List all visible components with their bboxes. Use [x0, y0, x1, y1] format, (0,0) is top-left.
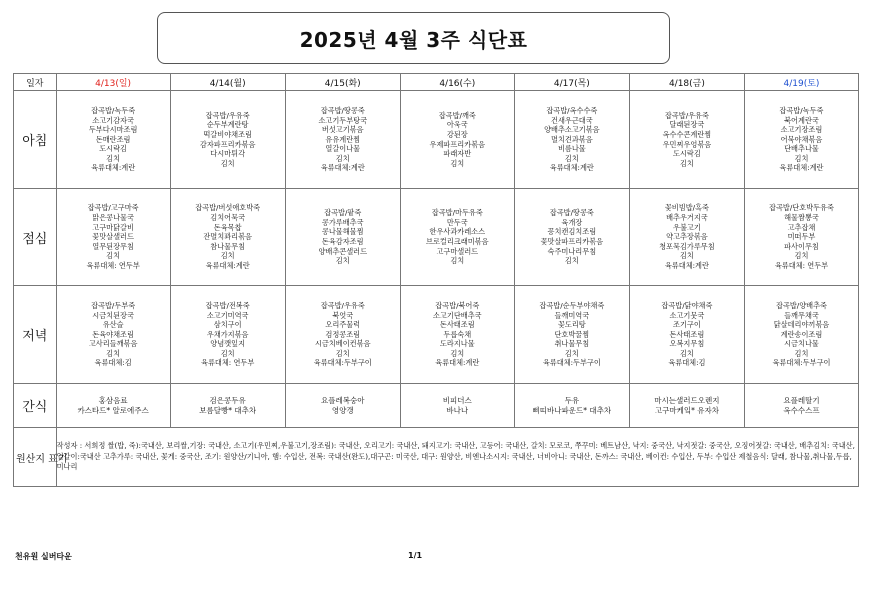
menu-item: 꽃도리탕: [557, 320, 586, 330]
menu-item: 검정콩조림: [325, 329, 361, 339]
snack-label: 간식: [14, 384, 57, 428]
menu-item: 꽃맛살샐러드: [92, 232, 134, 242]
menu-item: 유유계란찜: [325, 134, 361, 144]
snack-cell: [285, 384, 400, 428]
menu-cell: [56, 189, 170, 286]
menu-item: 숙주미나리무침: [547, 246, 597, 256]
menu-item: 김치: [794, 153, 809, 163]
snack-cell: [744, 384, 858, 428]
menu-item: 김치: [450, 348, 465, 358]
menu-item: 김치: [220, 158, 235, 168]
menu-cell: [400, 189, 514, 286]
menu-item: 두릅숙채: [443, 329, 472, 339]
menu-item: 잡곡밥/버섯애호박죽: [195, 203, 261, 213]
snack-item: 검은콩두유: [209, 395, 246, 405]
menu-item: 육개장: [561, 217, 583, 227]
menu-cell: [400, 286, 514, 384]
date-header: 4/14(월): [170, 74, 285, 91]
menu-cell: [56, 286, 170, 384]
menu-cell: [170, 286, 285, 384]
menu-item: 소고기뭇국: [669, 310, 705, 320]
menu-item: 잡곡밥/팥죽: [324, 208, 362, 218]
menu-item: 오복지무침: [669, 339, 705, 349]
menu-item: 참나물무침: [210, 241, 246, 251]
menu-item: 잡곡밥/전복죽: [205, 300, 250, 310]
menu-item: 잡곡밥/단호박두유죽: [769, 203, 834, 213]
menu-item: 잡곡밥/마두유죽: [431, 208, 483, 218]
menu-item: 비름나물: [557, 144, 586, 154]
menu-item: 육류대체:두부구이: [313, 358, 372, 368]
menu-cell: [400, 91, 514, 189]
menu-item: 김치: [450, 158, 465, 168]
menu-item: 시금치나물: [784, 339, 819, 349]
snack-item: 두유: [564, 395, 580, 405]
menu-item: 우민찌우엉볶음: [662, 139, 712, 149]
menu-item: 육류대체:계란: [435, 358, 480, 368]
date-header: 4/18(금): [629, 74, 744, 91]
snack-item: 카스타드* 알로에주스: [77, 405, 149, 415]
menu-item: 브로컬리크래미볶음: [426, 237, 489, 246]
menu-item: 김치: [220, 348, 235, 358]
page-number: 1/1: [408, 551, 423, 560]
date-header: 4/17(목): [514, 74, 629, 91]
menu-item: 소고기감자국: [92, 115, 134, 125]
menu-item: 잡곡밥/닭야채죽: [661, 300, 713, 310]
menu-item: 오리주물럭: [325, 320, 361, 330]
menu-item: 김치: [106, 348, 121, 358]
menu-item: 소고기미역국: [206, 310, 249, 320]
snack-cell: [629, 384, 744, 428]
menu-item: 파사이무침: [784, 241, 819, 251]
menu-item: 김치: [679, 158, 694, 168]
menu-cell: [744, 286, 858, 384]
snack-item: 옥수수스프: [783, 405, 820, 415]
menu-item: 김치어묵국: [210, 213, 246, 223]
menu-item: 김치: [794, 251, 809, 261]
menu-item: 약고추장볶음: [666, 232, 708, 242]
menu-item: 잡곡밥/땅콩죽: [549, 208, 594, 218]
date-header: 4/13(일): [56, 74, 170, 91]
organization-name: 천유원 실버타운: [15, 552, 72, 561]
menu-cell: [514, 286, 629, 384]
menu-item: 삼치구이: [213, 320, 242, 330]
origin-row: [14, 428, 859, 487]
snack-row: [14, 384, 859, 428]
menu-item: 단배추나물: [784, 144, 819, 154]
menu-item: 두부다시마조림: [88, 125, 138, 135]
dinner-row: [14, 286, 859, 384]
menu-item: 감자파프리카볶음: [199, 139, 256, 149]
menu-item: 배추우거지국: [666, 213, 708, 223]
menu-item: 잔멸치꽈리볶음: [203, 232, 252, 242]
snack-item: 보름달빵* 대추차: [199, 405, 257, 415]
menu-item: 육류대체: 연두부: [201, 358, 255, 368]
menu-item: 고구마닭갈비: [92, 222, 134, 232]
menu-item: 콩나물해물찜: [321, 227, 364, 237]
snack-cell: [400, 384, 514, 428]
menu-item: 양념깻잎지: [210, 339, 246, 349]
menu-item: 다시마튀각: [210, 149, 246, 159]
menu-item: 육류대체: 연두부: [86, 260, 140, 270]
menu-item: 소고기장조림: [780, 125, 823, 135]
menu-item: 잡곡밥/순두부야채죽: [539, 300, 605, 310]
snack-item: 고구마케잌* 유자차: [654, 405, 719, 415]
breakfast-row: [14, 91, 859, 189]
menu-item: 잡곡밥/녹두죽: [91, 105, 136, 115]
menu-item: 단호박꿀찜: [554, 329, 590, 339]
snack-item: 바나나: [446, 405, 469, 415]
date-header: 4/15(화): [285, 74, 400, 91]
date-label: 일자: [14, 74, 57, 91]
menu-item: 육류대체:계란: [664, 260, 709, 270]
date-header: 4/16(수): [400, 74, 514, 91]
menu-item: 한우사과카레소스: [429, 227, 486, 237]
menu-item: 달래된장국: [669, 120, 705, 130]
menu-cell: [514, 189, 629, 286]
menu-item: 잡곡밥/고구마죽: [87, 203, 139, 213]
menu-item: 돈사태조림: [669, 329, 705, 339]
menu-item: 김치: [564, 153, 579, 163]
menu-item: 고사리들깨볶음: [88, 339, 138, 349]
meal-label: 점심: [14, 189, 57, 286]
menu-item: 김치: [106, 251, 121, 261]
menu-item: 소고기두부탕국: [318, 115, 368, 125]
menu-item: 들깨미역국: [554, 310, 590, 320]
menu-item: 취나물무침: [554, 339, 590, 349]
menu-item: 양배추소고기볶음: [544, 125, 600, 135]
menu-item: 열갈이나물: [325, 144, 361, 154]
origin-label: 원산지 표기: [14, 428, 57, 487]
menu-item: 돈육야채조림: [92, 329, 134, 339]
menu-item: 아욱국: [446, 120, 468, 130]
menu-cell: [744, 91, 858, 189]
menu-cell: [514, 91, 629, 189]
menu-item: 미떠두부: [787, 232, 816, 242]
snack-item: 요플레딸기: [783, 395, 820, 405]
menu-item: 김치: [794, 348, 809, 358]
menu-item: 육류대체:김: [668, 358, 706, 368]
menu-item: 잡곡밥/두부죽: [91, 300, 136, 310]
menu-item: 순두부계란탕: [206, 120, 249, 130]
menu-item: 육류대체: 연두부: [774, 260, 829, 270]
menu-cell: [629, 189, 744, 286]
menu-item: 북엇국: [332, 310, 354, 320]
menu-item: 파래자반: [443, 149, 472, 159]
menu-item: 들깨무채국: [784, 310, 819, 320]
snack-item: 삐띠바나파운드* 대추차: [532, 405, 612, 415]
snack-cell: [56, 384, 170, 428]
menu-item: 육류대체:계란: [320, 163, 365, 173]
snack-item: 영양갱: [331, 405, 354, 415]
menu-item: 육류대체:계란: [205, 260, 250, 270]
menu-item: 맑은콩나물국: [92, 213, 134, 223]
menu-cell: [285, 91, 400, 189]
menu-item: 고추잡채: [787, 222, 816, 232]
menu-cell: [629, 91, 744, 189]
menu-item: 버섯고기볶음: [321, 125, 364, 135]
menu-item: 떡갈비야채조림: [203, 129, 252, 139]
header-row: [14, 74, 859, 91]
menu-cell: [56, 91, 170, 189]
menu-item: 양배추콘샐러드: [318, 246, 368, 256]
menu-item: 해물짬뽕국: [784, 213, 819, 223]
menu-item: 닭살데리야끼볶음: [773, 320, 830, 330]
menu-item: 육류대체:두부구이: [542, 358, 601, 368]
menu-item: 도라지나물: [439, 339, 475, 349]
menu-item: 시금치된장국: [92, 310, 134, 320]
menu-item: 잡곡밥/양배추죽: [775, 300, 827, 310]
menu-item: 육류대체:두부구이: [772, 358, 831, 368]
origin-text: 작성자 : 서희정 쌀(밥, 죽):국내산, 보리쌀,기장: 국내산, 소고기(우민찌,우불고기,장조림): 국내산, 오리고기: 국내산, 돼지고기: 국내산, 고등어: 국내산, 갈치: 모로코, 쭈꾸미: 베트남산, 낙지: 중국산, 낙지젓갈: 중국산, 오징어젓갈: 국내산, 배추김치: 국내산, 얼갈이:국내산 고추가루: 국내산, 꽃게: 중국산, 조기: 원양산/기니아, 햄: 수입산, 전복: 국내산(완도),대구곤: 미국산, 대구: 원양산, 비엔나소시지: 국내산, 너비아니: 국내산, 돈까스: 국내산, 베이컨: 수입산, 두부: 수입산 제철음식: 달래, 참나물,취나물,두릅,미나리: [56, 428, 858, 487]
menu-item: 소고기단배추국: [432, 310, 482, 320]
menu-item: 김치: [335, 348, 350, 358]
menu-cell: [285, 286, 400, 384]
menu-item: 건새우근대국: [551, 115, 593, 125]
menu-item: 잡곡밥/북어죽: [435, 300, 480, 310]
menu-item: 열무된장무침: [92, 241, 134, 251]
menu-item: 어묵야채볶음: [780, 134, 823, 144]
menu-item: 잡곡밥/우유죽: [320, 300, 365, 310]
menu-cell: [629, 286, 744, 384]
menu-item: 잡곡밥/우유죽: [205, 110, 250, 120]
menu-item: 우불고기: [673, 222, 701, 232]
snack-item: 홍삼음료: [98, 395, 128, 405]
menu-item: 돈육목찹: [213, 222, 242, 232]
menu-item: 김치: [450, 256, 465, 266]
date-header: 4/19(토): [744, 74, 858, 91]
menu-item: 잡곡밥/녹두죽: [779, 105, 824, 115]
menu-item: 우채가지볶음: [206, 329, 249, 339]
menu-item: 도시락김: [99, 144, 127, 154]
menu-item: 만두국: [446, 217, 468, 227]
menu-cell: [744, 189, 858, 286]
snack-item: 마시는샐러드오렌지: [654, 395, 720, 405]
menu-item: 잡곡밥/우유죽: [664, 110, 709, 120]
menu-item: 김치: [564, 256, 579, 266]
menu-item: 육류대체:계란: [549, 163, 594, 173]
menu-item: 돈육감자조림: [321, 237, 364, 246]
snack-item: 비피더스: [442, 395, 472, 405]
menu-item: 꽁치캔김치조림: [547, 227, 597, 237]
meal-label: 저녁: [14, 286, 57, 384]
menu-item: 김치: [220, 251, 235, 261]
menu-item: 옥수수콘계란찜: [662, 129, 712, 139]
menu-item: 유산슬: [102, 320, 124, 330]
menu-item: 고구마샐러드: [436, 246, 479, 256]
menu-item: 육류대체:계란: [91, 163, 136, 173]
lunch-row: [14, 189, 859, 286]
menu-item: 김치: [564, 348, 579, 358]
menu-item: 김치: [335, 153, 350, 163]
menu-item: 우제파프리카볶음: [429, 139, 486, 149]
menu-item: 잡곡밥/옥수수죽: [546, 105, 598, 115]
menu-item: 김치: [679, 348, 694, 358]
snack-item: 요플레복숭아: [321, 395, 365, 405]
menu-item: 도시락김: [673, 149, 701, 159]
menu-item: 시금치베이컨볶음: [314, 339, 371, 349]
menu-item: 꽃비빔밥/흑죽: [664, 203, 709, 213]
menu-item: 잡곡밥/깨죽: [438, 110, 476, 120]
menu-item: 콩가루배추국: [321, 217, 364, 227]
menu-item: 김치: [679, 251, 694, 261]
menu-item: 김치: [106, 153, 121, 163]
menu-item: 육류대체:계란: [779, 163, 824, 173]
page-title: 2025년 4월 3주 식단표: [157, 12, 670, 64]
menu-cell: [170, 189, 285, 286]
menu-item: 꽃맛살파프리카볶음: [540, 237, 604, 246]
snack-cell: [514, 384, 629, 428]
menu-cell: [170, 91, 285, 189]
menu-cell: [285, 189, 400, 286]
menu-item: 북어계란국: [784, 115, 819, 125]
menu-table: [13, 73, 859, 487]
menu-item: 청포묵김가루무침: [659, 241, 715, 251]
menu-item: 강된장: [446, 129, 468, 139]
menu-item: 육류대체:김: [94, 358, 132, 368]
menu-item: 잡곡밥/땅콩죽: [320, 105, 365, 115]
menu-item: 조기구이: [673, 320, 701, 330]
meal-label: 아침: [14, 91, 57, 189]
menu-item: 멸치견과볶음: [551, 134, 593, 144]
menu-item: 돈사태조림: [439, 320, 475, 330]
menu-item: 김치: [335, 256, 350, 266]
snack-cell: [170, 384, 285, 428]
menu-item: 돈매란조림: [95, 134, 131, 144]
menu-item: 계란송이조림: [780, 329, 823, 339]
